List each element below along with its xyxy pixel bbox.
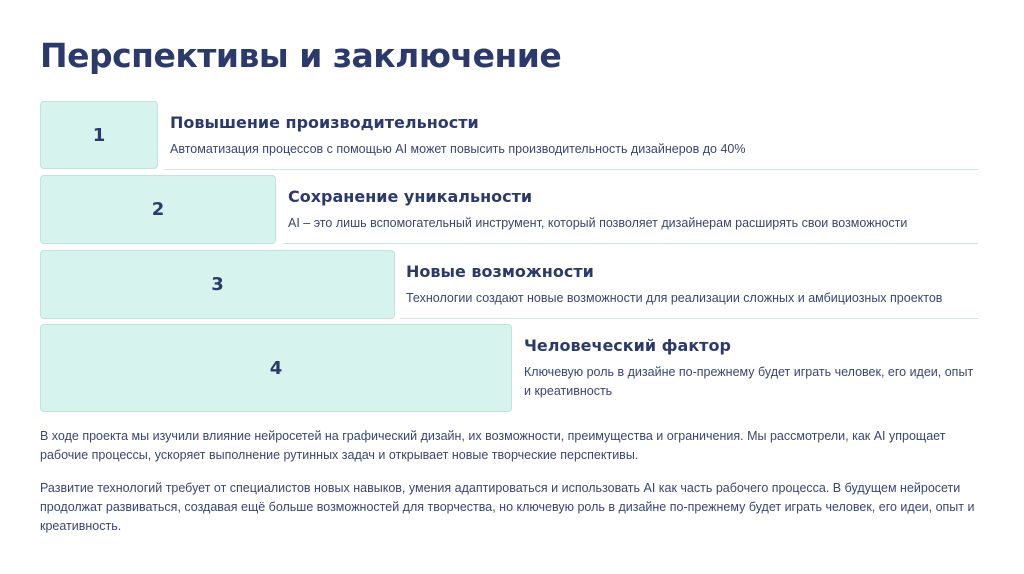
- page-title: Перспективы и заключение: [40, 36, 562, 75]
- step-1-number: 1: [92, 124, 106, 146]
- step-1-content: [170, 113, 970, 159]
- conclusion-paragraph-2: Развитие технологий требует от специалистов новых навыков, умения адаптироваться и использовать AI как часть рабочего процесса. В будущем нейросети продолжат развиваться, создавая ещё больше возможностей для творчества, но ключевую роль в дизайне по-прежнему будет играть человек, его идеи, опыт и креативность.: [40, 481, 975, 533]
- step-4-box: [40, 324, 512, 412]
- step-4-heading: Человеческий фактор: [524, 336, 731, 355]
- step-3-divider: [400, 318, 978, 319]
- step-2-content: [288, 187, 968, 233]
- step-2-heading: Сохранение уникальности: [288, 187, 533, 206]
- step-1-heading: Повышение производительности: [170, 113, 479, 132]
- step-4-description: Ключевую роль в дизайне по-прежнему будет играть человек, его идеи, опыт и креативность: [524, 365, 974, 398]
- step-1-description: Автоматизация процессов с помощью AI может повысить производительность дизайнеров до 40%: [170, 142, 746, 156]
- step-3-number: 3: [211, 274, 224, 295]
- step-4-number: 4: [269, 357, 283, 379]
- step-2-description: AI – это лишь вспомогательный инструмент, который позволяет дизайнерам расширять свои возможности: [288, 216, 908, 230]
- step-3-description: Технологии создают новые возможности для реализации сложных и амбициозных проектов: [406, 291, 943, 305]
- conclusion-paragraph-1: В ходе проекта мы изучили влияние нейросетей на графический дизайн, их возможности, преимущества и ограничения. Мы рассмотрели, как AI упрощает рабочие процессы, ускоряет выполнение рутинных задач и открывает новые творческие перспективы.: [40, 429, 946, 462]
- step-3-content: [406, 262, 971, 308]
- step-1-box: [40, 101, 158, 169]
- step-2-number: 2: [151, 199, 165, 220]
- step-3-box: [40, 250, 395, 319]
- step-2-divider: [283, 243, 978, 244]
- step-2-box: [40, 175, 276, 244]
- step-3-heading: Новые возможности: [406, 262, 594, 281]
- step-4-content: [524, 336, 974, 401]
- step-1-divider: [165, 169, 978, 170]
